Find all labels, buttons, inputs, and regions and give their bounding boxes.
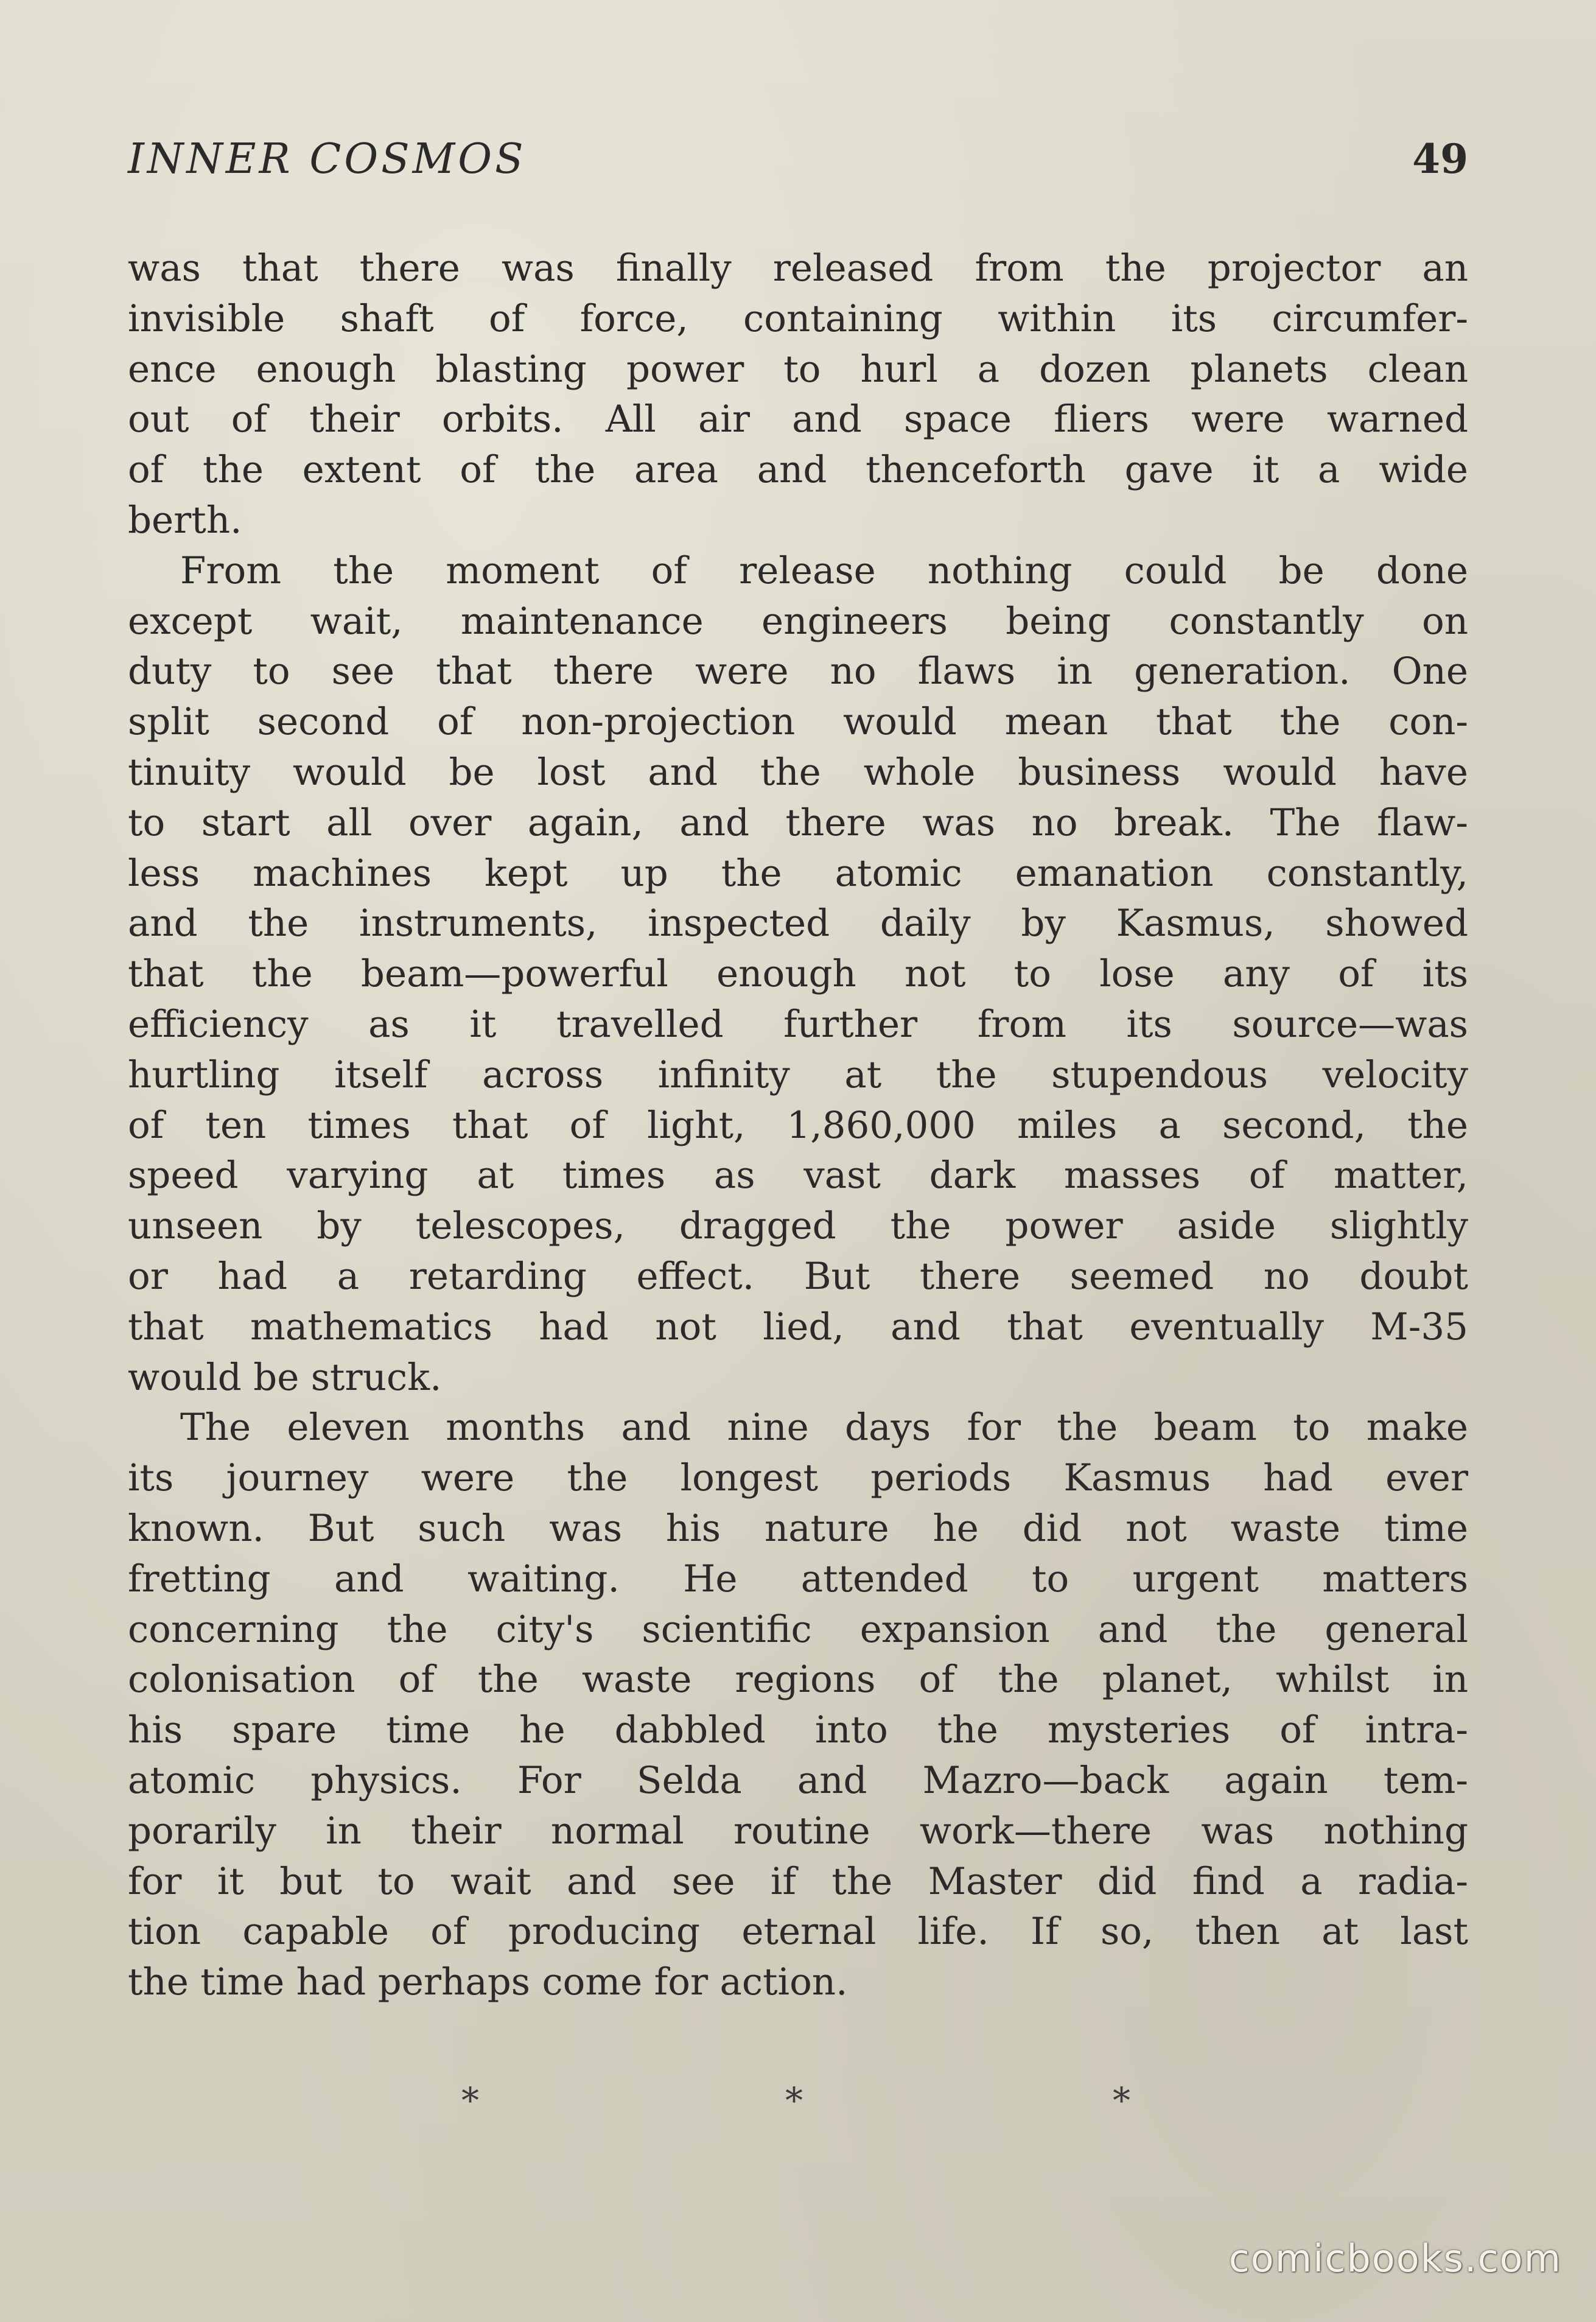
text-line: split second of non-projection would mean that the con-	[128, 700, 1468, 744]
text-line: to start all over again, and there was no break. The flaw-	[128, 801, 1468, 844]
text-line: tinuity would be lost and the whole business would have	[128, 750, 1468, 794]
text-line: speed varying at times as vast dark masses of matter,	[128, 1154, 1468, 1198]
text-line: the time had perhaps come for action.	[128, 1960, 848, 2004]
text-line: was that there was finally released from the projector an	[128, 247, 1468, 290]
text-line: that mathematics had not lied, and that eventually M-35	[128, 1305, 1468, 1349]
text-line: efficiency as it travelled further from its source—was	[128, 1002, 1468, 1046]
text-line: and the instruments, inspected daily by Kasmus, showed	[128, 902, 1468, 945]
text-line: colonisation of the waste regions of the planet, whilst in	[128, 1658, 1468, 1702]
text-line: berth.	[128, 498, 242, 542]
running-head	[128, 135, 1468, 196]
body-text	[128, 244, 1468, 2008]
asterisk: *	[1113, 2080, 1130, 2121]
text-line: porarily in their normal routine work—there was nothing	[128, 1809, 1468, 1853]
running-title: INNER COSMOS	[128, 135, 527, 183]
text-line: its journey were the longest periods Kasmus had ever	[128, 1456, 1468, 1500]
text-line: that the beam—powerful enough not to lose any of its	[128, 952, 1468, 996]
text-line: hurtling itself across infinity at the stupendous velocity	[128, 1053, 1468, 1096]
text-line: or had a retarding effect. But there seemed no doubt	[128, 1254, 1468, 1298]
text-line: known. But such was his nature he did not waste time	[128, 1506, 1468, 1550]
asterisk: *	[785, 2080, 803, 2121]
watermark: comicbooks.com	[1228, 2236, 1562, 2281]
text-line: From the moment of release nothing could be done	[180, 549, 1468, 592]
text-line: his spare time he dabbled into the mysteries of intra-	[128, 1708, 1468, 1752]
text-line: less machines kept up the atomic emanation constantly,	[128, 851, 1468, 895]
text-line: atomic physics. For Selda and Mazro—back again tem-	[128, 1758, 1468, 1802]
text-line: tion capable of producing eternal life. If so, then at last	[128, 1910, 1468, 1954]
page-number: 49	[1412, 135, 1468, 183]
text-line: out of their orbits. All air and space fliers were warned	[128, 398, 1468, 441]
text-line: unseen by telescopes, dragged the power aside slightly	[128, 1204, 1468, 1248]
text-line: of the extent of the area and thenceforth gave it a wide	[128, 448, 1468, 492]
text-line: ence enough blasting power to hurl a dozen planets clean	[128, 347, 1468, 391]
text-line: invisible shaft of force, containing within its circumfer-	[128, 296, 1468, 340]
text-line: duty to see that there were no flaws in generation. One	[128, 650, 1468, 693]
text-line: concerning the city's scientific expansion and the general	[128, 1607, 1468, 1651]
text-line: fretting and waiting. He attended to urgent matters	[128, 1557, 1468, 1601]
text-line: of ten times that of light, 1,860,000 miles a second, the	[128, 1103, 1468, 1147]
text-line: would be struck.	[128, 1355, 442, 1399]
text-line: for it but to wait and see if the Master did find a radia-	[128, 1859, 1468, 1903]
text-line: The eleven months and nine days for the beam to make	[180, 1406, 1468, 1450]
text-line: except wait, maintenance engineers being constantly on	[128, 599, 1468, 643]
section-break	[0, 2076, 1596, 2125]
asterisk: *	[461, 2080, 479, 2121]
